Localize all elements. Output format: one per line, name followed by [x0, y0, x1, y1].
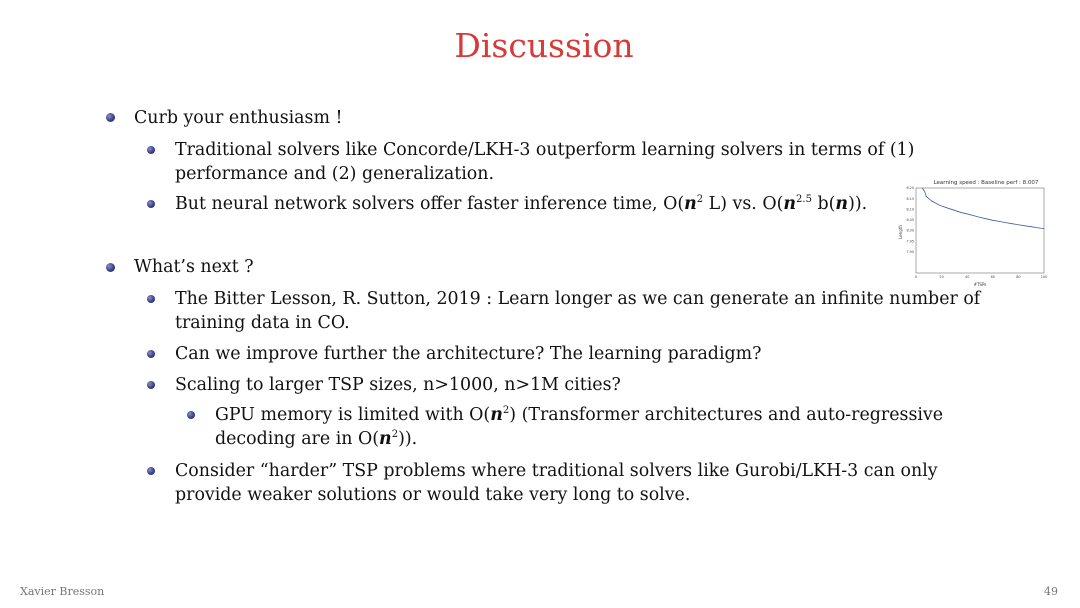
chart-x-tick-label: 40 [965, 275, 970, 279]
sub-bullet-marker [147, 146, 155, 154]
sub-bullet-neural-solvers: But neural network solvers offer faster inference time, $O(n^2$ L) vs. $O(n^{2.5}$ b(n)). [175, 194, 868, 214]
learning-speed-chart [896, 178, 1056, 290]
sub-bullet-bitter-lesson-line2: training data in CO. [175, 313, 350, 333]
sub-bullet-marker [147, 381, 155, 389]
slide-title: Discussion [454, 26, 634, 65]
chart-y-tick-label: 8.00 [906, 228, 914, 233]
chart-plot-area [916, 188, 1044, 273]
chart-y-label: Length [898, 225, 903, 239]
chart-y-tick-label: 7.90 [906, 249, 914, 254]
chart-x-label: #TSPs [973, 282, 987, 287]
chart-x-tick-label: 80 [1016, 275, 1021, 279]
chart-y-tick-label: 7.95 [906, 239, 914, 244]
sub-bullet-marker [147, 467, 155, 475]
sub-bullet-traditional-solvers-line1: Traditional solvers like Concorde/LKH-3 outperform learning solvers in terms of (1) [175, 140, 915, 160]
bullet-curb-enthusiasm: Curb your enthusiasm ! [134, 108, 343, 128]
footer-page-number: 49 [1044, 585, 1058, 598]
bullet-marker [106, 113, 115, 122]
sub-bullet-marker [147, 350, 155, 358]
sub-bullet-marker [147, 295, 155, 303]
bullet-marker [106, 263, 115, 272]
footer-author: Xavier Bresson [20, 585, 105, 598]
chart-series-line [922, 188, 1044, 229]
chart-y-ticks [906, 186, 914, 254]
chart-title: Learning speed : Baseline perf : 8.007 [933, 180, 1039, 186]
chart-x-tick-label: 20 [939, 275, 944, 279]
bullet-whats-next: What’s next ? [134, 257, 254, 277]
chart-x-tick-label: 0 [914, 275, 918, 279]
chart-x-ticks [915, 275, 1047, 279]
sub-bullet-traditional-solvers-line2: performance and (2) generalization. [175, 164, 494, 184]
sub-bullet-marker [147, 200, 155, 208]
sub-sub-bullet-gpu-memory-line1: GPU memory is limited with $O(n^2)$ (Transformer architectures and auto-regressive [215, 405, 944, 425]
chart-y-tick-label: 8.10 [906, 207, 914, 212]
sub-bullet-bitter-lesson-line1: The Bitter Lesson, R. Sutton, 2019 : Learn longer as we can generate an infinite number of [175, 289, 981, 309]
sub-sub-bullet-gpu-memory-line2: decoding are in $O(n^2)$). [215, 429, 418, 449]
sub-bullet-harder-tsp-line2: provide weaker solutions or would take very long to solve. [175, 485, 691, 505]
sub-bullet-harder-tsp-line1: Consider “harder” TSP problems where traditional solvers like Gurobi/LKH-3 can only [175, 461, 938, 481]
sub-sub-bullet-marker [187, 411, 195, 419]
chart-x-tick-label: 60 [990, 275, 995, 279]
sub-bullet-scaling: Scaling to larger TSP sizes, n>1000, n>1M cities? [175, 375, 621, 395]
chart-x-tick-label: 100 [1040, 275, 1048, 279]
chart-y-tick-label: 8.20 [906, 186, 914, 191]
chart-y-tick-label: 8.15 [906, 196, 914, 201]
sub-bullet-improve-architecture: Can we improve further the architecture? The learning paradigm? [175, 344, 762, 364]
chart-y-tick-label: 8.05 [906, 218, 914, 223]
